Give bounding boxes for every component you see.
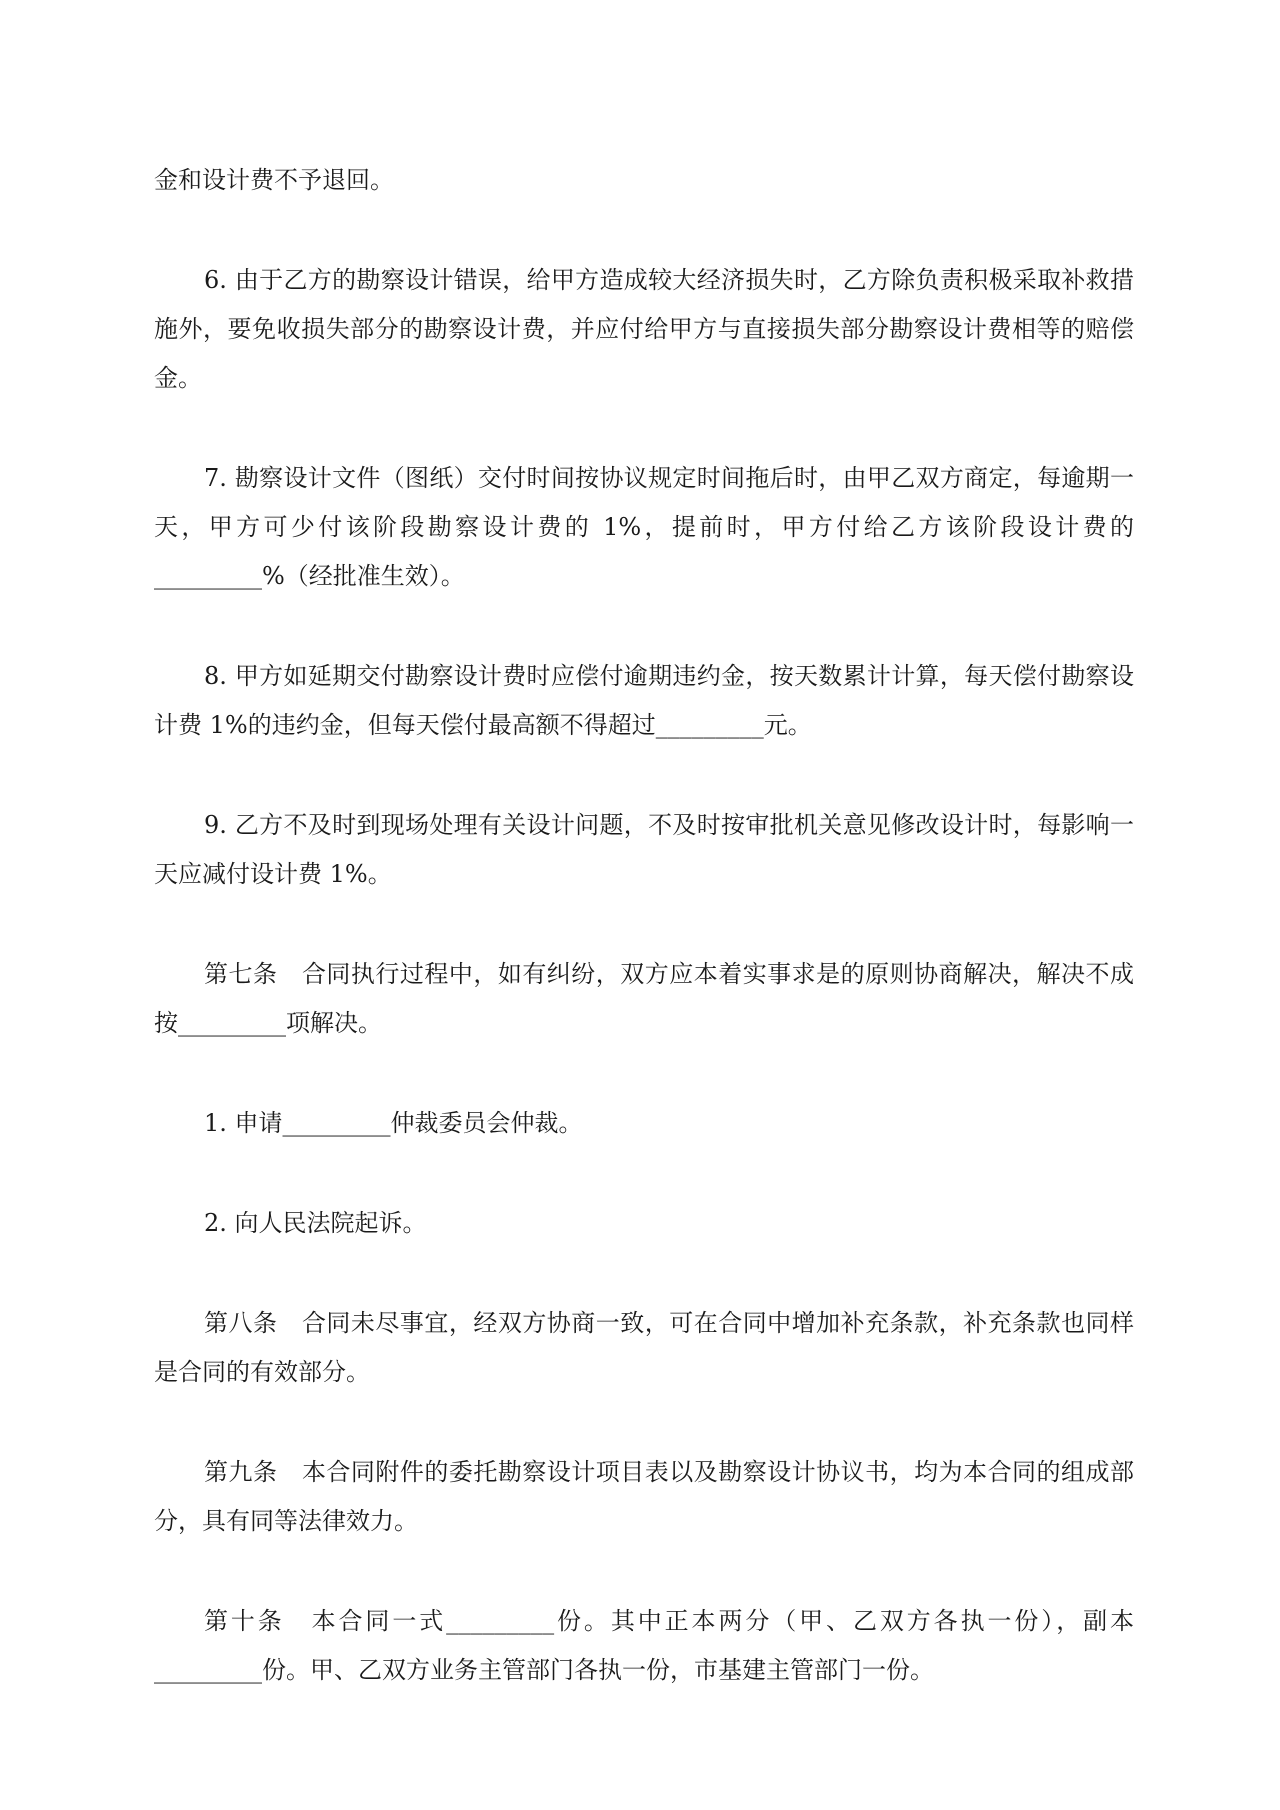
paragraph-continuation: 金和设计费不予退回。 (154, 166, 394, 194)
article-7-option-1: 1. 申请_________仲裁委员会仲裁。 (204, 1109, 583, 1137)
document-body (154, 156, 1134, 1695)
clause-9: 9. 乙方不及时到现场处理有关设计问题，不及时按审批机关意见修改设计时，每影响一天应减付设计费 1%。 (154, 811, 1134, 888)
article-7: 第七条 合同执行过程中，如有纠纷，双方应本着实事求是的原则协商解决，解决不成按_________项解决。 (154, 960, 1134, 1037)
clause-8: 8. 甲方如延期交付勘察设计费时应偿付逾期违约金，按天数累计计算，每天偿付勘察设计费 1%的违约金，但每天偿付最高额不得超过_________元。 (154, 662, 1134, 739)
article-10: 第十条 本合同一式_________份。其中正本两分（甲、乙双方各执一份），副本_________份。甲、乙双方业务主管部门各执一份，市基建主管部门一份。 (154, 1607, 1134, 1684)
article-9: 第九条 本合同附件的委托勘察设计项目表以及勘察设计协议书，均为本合同的组成部分，具有同等法律效力。 (154, 1458, 1134, 1535)
article-7-option-2: 2. 向人民法院起诉。 (204, 1209, 427, 1237)
clause-6: 6. 由于乙方的勘察设计错误，给甲方造成较大经济损失时，乙方除负责积极采取补救措施外，要免收损失部分的勘察设计费，并应付给甲方与直接损失部分勘察设计费相等的赔偿金。 (154, 266, 1134, 392)
clause-7: 7. 勘察设计文件（图纸）交付时间按协议规定时间拖后时，由甲乙双方商定，每逾期一天，甲方可少付该阶段勘察设计费的 1%，提前时，甲方付给乙方该阶段设计费的_________%（经批准生效）。 (154, 464, 1134, 590)
article-8: 第八条 合同未尽事宜，经双方协商一致，可在合同中增加补充条款，补充条款也同样是合同的有效部分。 (154, 1309, 1134, 1386)
